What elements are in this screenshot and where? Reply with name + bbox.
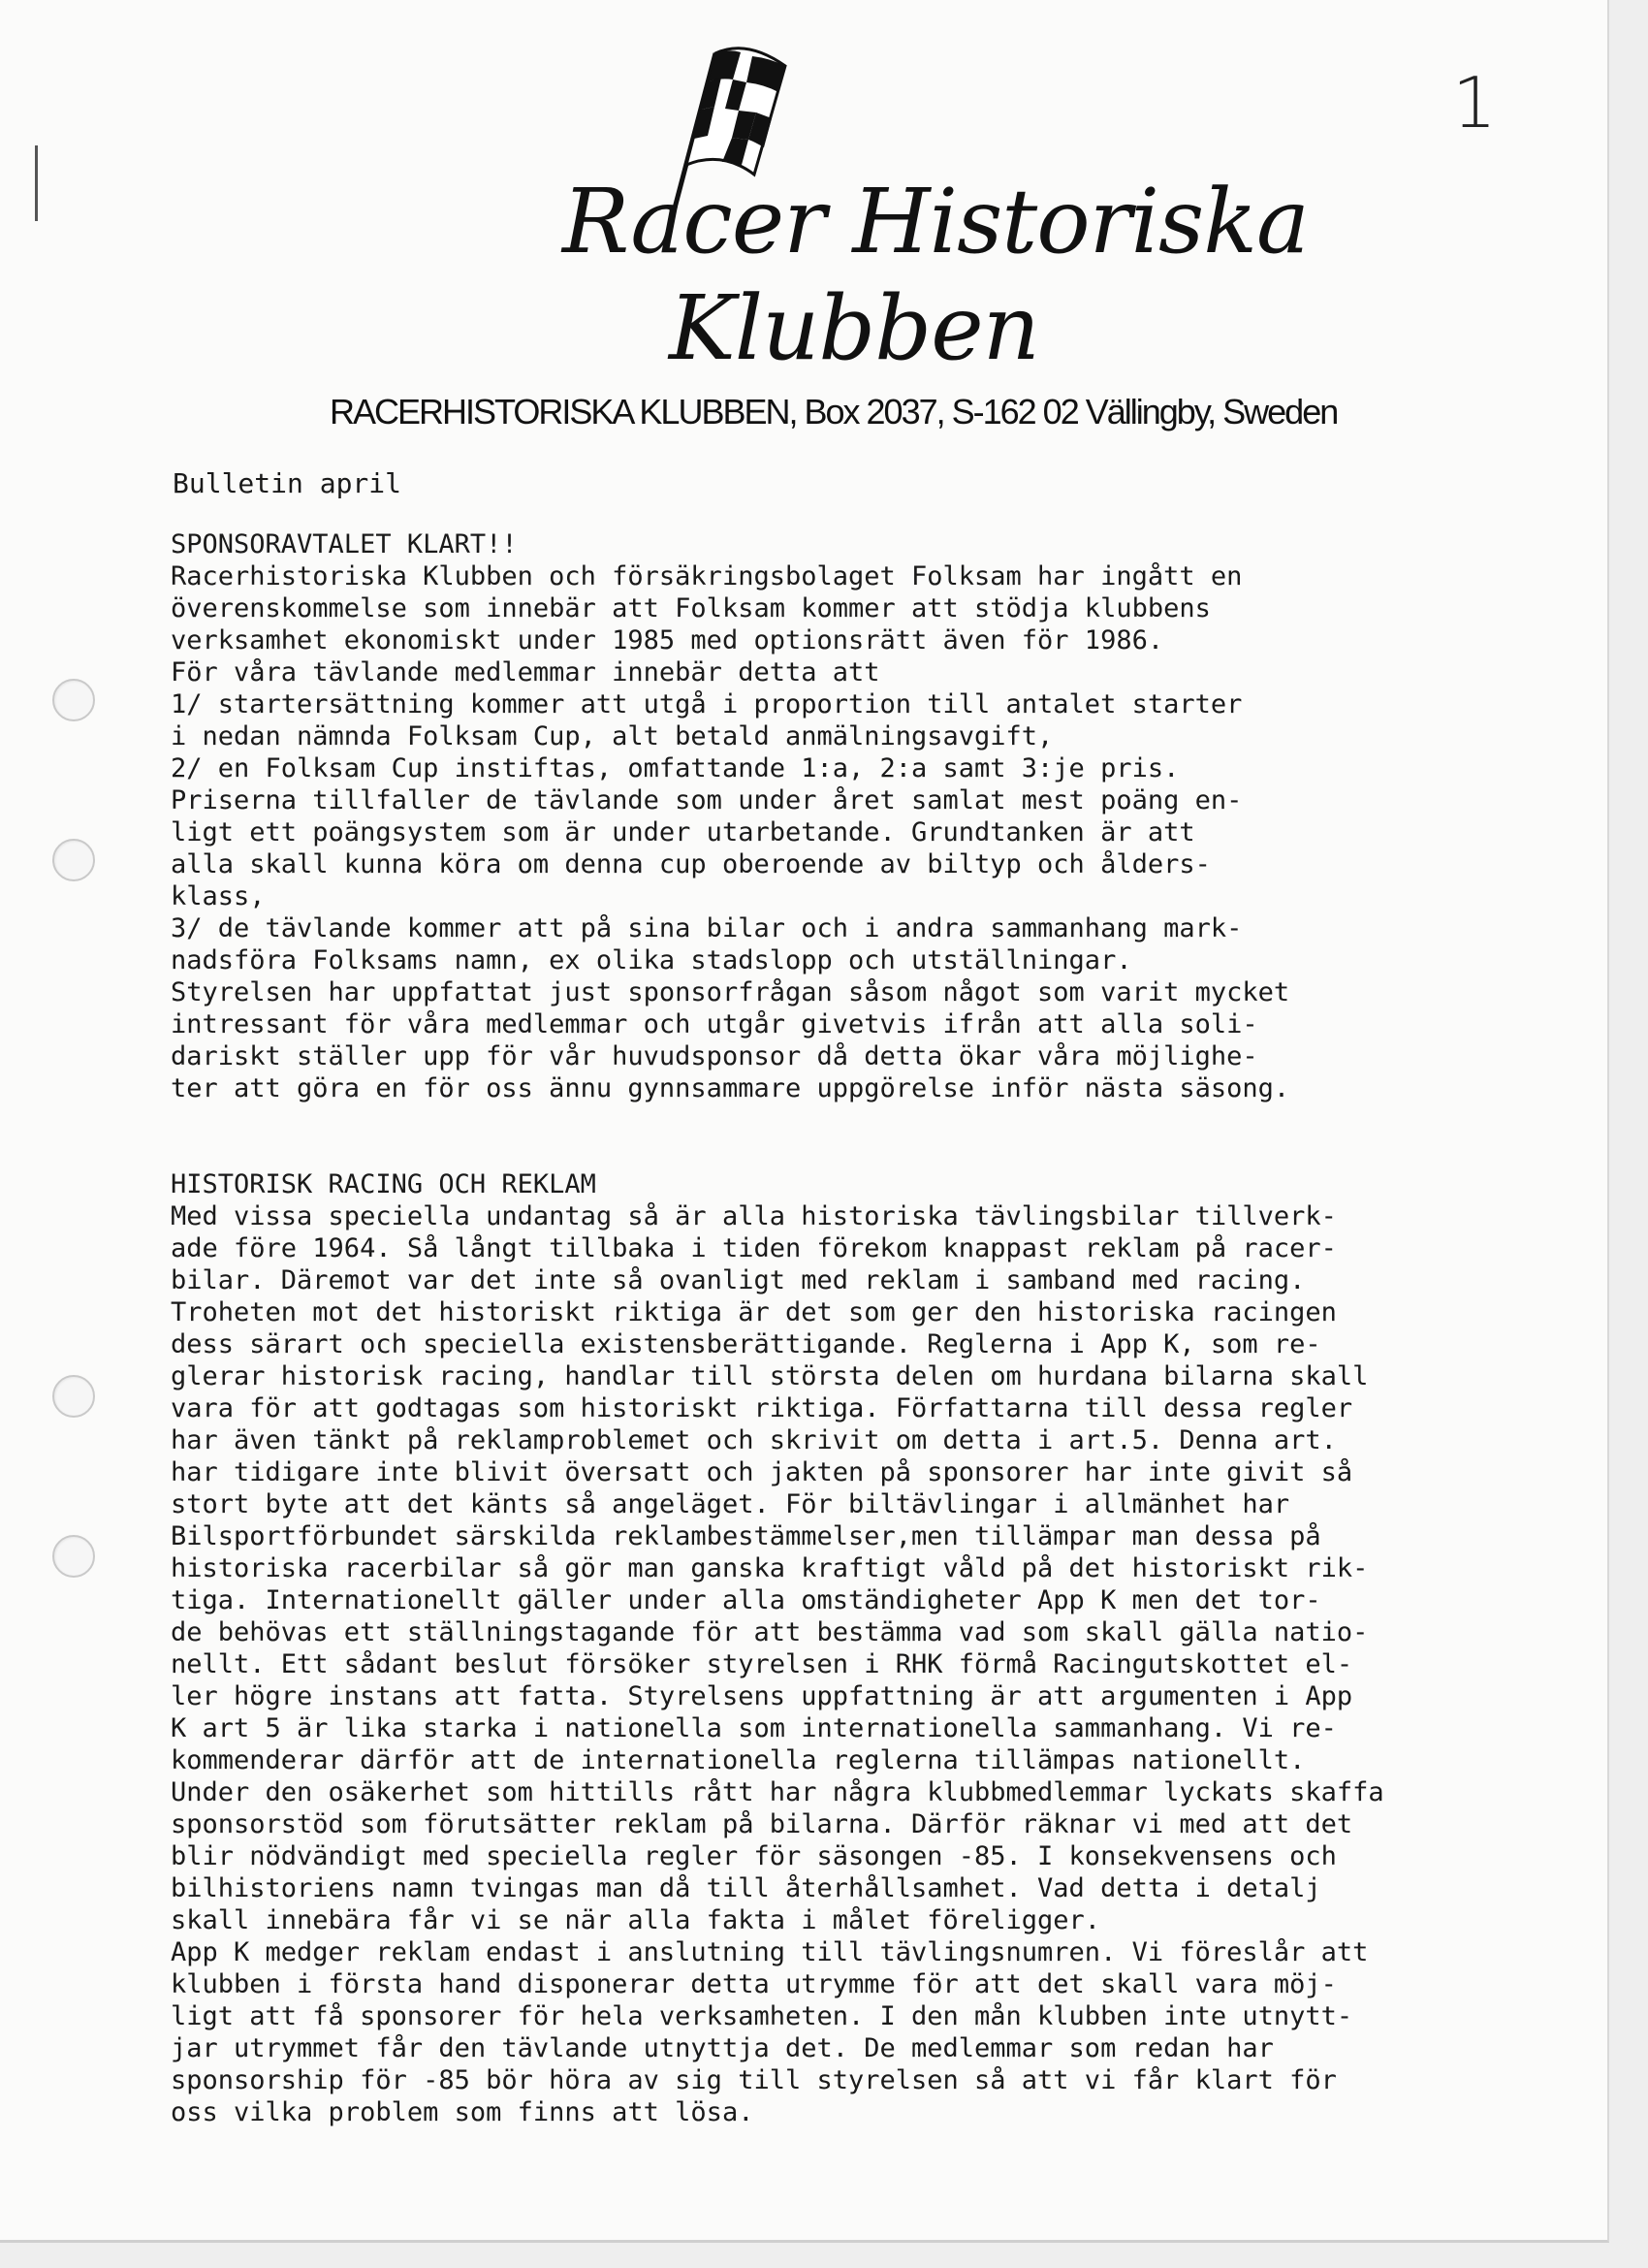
text-line: sponsorstöd som förutsätter reklam på bilarna. Därför räknar vi med att det [171,1809,1353,1839]
text-line: glerar historisk racing, handlar till största delen om hurdana bilarna skall [171,1361,1369,1391]
section-heading: SPONSORAVTALET KLART!! [171,529,518,559]
text-line: Under den osäkerhet som hittills rått har några klubbmedlemmar lyckats skaffa [171,1777,1384,1807]
text-line: 3/ de tävlande kommer att på sina bilar och i andra sammanhang mark- [171,913,1243,943]
text-line: verksamhet ekonomiskt under 1985 med optionsrätt även för 1986. [171,625,1164,655]
section-heading: HISTORISK RACING OCH REKLAM [171,1169,596,1199]
logo-title-line1: Racer Historiska [562,170,1309,273]
text-line: bilar. Däremot var det inte så ovanligt med reklam i samband med racing. [171,1265,1306,1295]
text-line: de behövas ett ställningstagande för att bestämma vad som skall gälla natio- [171,1617,1369,1647]
punch-hole [52,1375,95,1418]
margin-mark [35,145,38,221]
text-line: dariskt ställer upp för vår huvudsponsor då detta ökar våra möjlighe- [171,1041,1258,1071]
text-line: klubben i första hand disponerar detta utrymme för att det skall vara möj- [171,1969,1337,1999]
text-line: Troheten mot det historiskt riktiga är det som ger den historiska racingen [171,1297,1337,1327]
text-line: ade före 1964. Så långt tillbaka i tiden förekom knappast reklam på racer- [171,1233,1337,1263]
page-number: 1 [1452,62,1497,144]
punch-hole [52,1535,95,1578]
text-line: nadsföra Folksams namn, ex olika stadslopp och utställningar. [171,945,1132,975]
club-address: RACERHISTORISKA KLUBBEN, Box 2037, S-162 02 Vällingby, Sweden [330,392,1338,431]
text-line: stort byte att det känts så angeläget. För biltävlingar i allmänhet har [171,1489,1290,1519]
text-line: klass, [171,881,266,911]
text-line: blir nödvändigt med speciella regler för säsongen -85. I konsekvensens och [171,1841,1337,1871]
text-line: ligt ett poängsystem som är under utarbetande. Grundtanken är att [171,817,1195,847]
text-line: vara för att godtagas som historiskt riktiga. Författarna till dessa regler [171,1393,1353,1423]
text-line: Med vissa speciella undantag så är alla historiska tävlingsbilar tillverk- [171,1201,1337,1231]
text-line: har tidigare inte blivit översatt och jakten på sponsorer har inte givit så [171,1457,1353,1487]
club-logo [523,39,1309,388]
logo-title-line2: Klubben [669,276,1039,380]
text-line: kommenderar därför att de internationella reglerna tillämpas nationellt. [171,1745,1306,1775]
text-line: dess särart och speciella existensberättigande. Reglerna i App K, som re- [171,1329,1321,1359]
text-line: Styrelsen har uppfattat just sponsorfrågan såsom något som varit mycket [171,977,1290,1007]
spacer [171,1104,1567,1168]
text-line: har även tänkt på reklamproblemet och skrivit om detta i art.5. Denna art. [171,1425,1337,1455]
text-line: K art 5 är lika starka i nationella som internationella sammanhang. Vi re- [171,1713,1337,1743]
text-line: sponsorship för -85 bör höra av sig till styrelsen så att vi får klart för [171,2065,1337,2095]
text-line: Bilsportförbundet särskilda reklambestämmelser,men tillämpar man dessa på [171,1521,1321,1551]
text-line: ler högre instans att fatta. Styrelsens uppfattning är att argumenten i App [171,1681,1353,1711]
text-line: Priserna tillfaller de tävlande som under året samlat mest poäng en- [171,785,1243,815]
text-line: i nedan nämnda Folksam Cup, alt betald anmälningsavgift, [171,721,1054,751]
punch-hole [52,839,95,881]
text-line: ligt att få sponsorer för hela verksamheten. I den mån klubben inte utnytt- [171,2001,1353,2031]
text-line: tiga. Internationellt gäller under alla omständigheter App K men det tor- [171,1585,1321,1615]
text-line: alla skall kunna köra om denna cup oberoende av biltyp och ålders- [171,849,1211,879]
bulletin-title: Bulletin april [173,467,402,499]
text-line: ter att göra en för oss ännu gynnsammare uppgörelse inför nästa säsong. [171,1073,1290,1103]
text-line: jar utrymmet får den tävlande utnyttja det. De medlemmar som redan har [171,2033,1274,2063]
text-line: oss vilka problem som finns att lösa. [171,2097,754,2127]
text-line: 2/ en Folksam Cup instiftas, omfattande 1:a, 2:a samt 3:je pris. [171,753,1180,783]
text-line: nellt. Ett sådant beslut försöker styrelsen i RHK förmå Racingutskottet el- [171,1649,1353,1679]
text-line: skall innebära får vi se när alla fakta i målet föreligger. [171,1905,1101,1935]
text-line: intressant för våra medlemmar och utgår givetvis ifrån att alla soli- [171,1009,1258,1039]
punch-hole [52,679,95,721]
body-text [171,528,1567,2128]
text-line: bilhistoriens namn tvingas man då till återhållsamhet. Vad detta i detalj [171,1873,1321,1903]
text-line: App K medger reklam endast i anslutning till tävlingsnumren. Vi föreslår att [171,1937,1369,1967]
text-line: Racerhistoriska Klubben och försäkringsbolaget Folksam har ingått en [171,561,1243,591]
text-line: 1/ startersättning kommer att utgå i proportion till antalet starter [171,689,1243,719]
text-line: överenskommelse som innebär att Folksam kommer att stödja klubbens [171,593,1211,623]
text-line: För våra tävlande medlemmar innebär detta att [171,657,880,687]
text-line: historiska racerbilar så gör man ganska kraftigt våld på det historiskt rik- [171,1553,1369,1583]
